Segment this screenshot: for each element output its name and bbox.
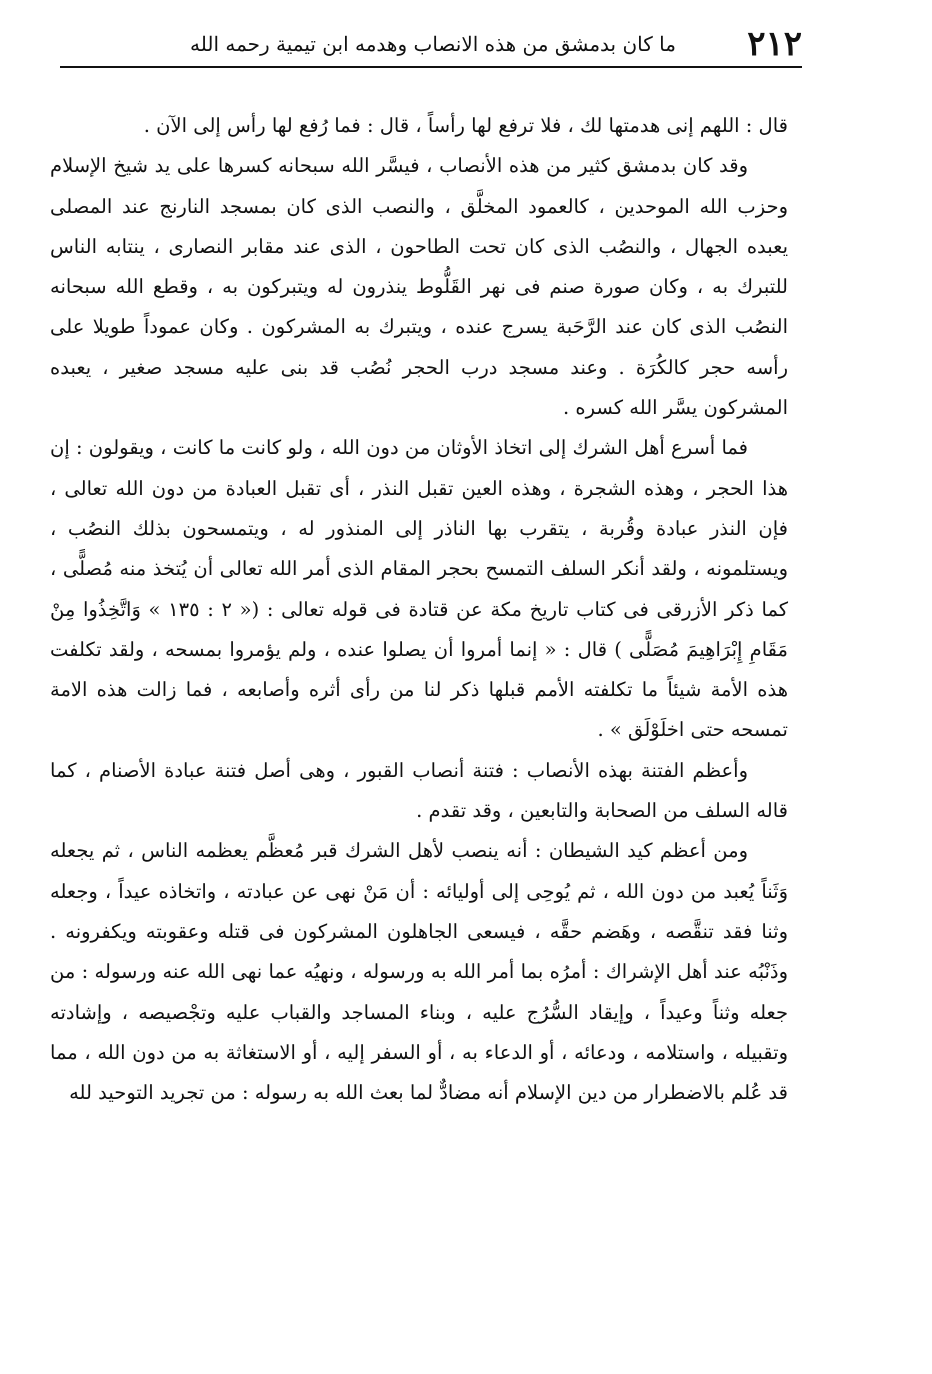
paragraph: قال : اللهم إنى هدمتها لك ، فلا ترفع لها رأساً ، قال : فما رُفع لها رأس إلى الآن . [143,114,788,137]
page-number: ٢١٢ [747,24,802,64]
paragraph: وأعظم الفتنة بهذه الأنصاب : فتنة أنصاب القبور ، وهى أصل فتنة عبادة الأصنام ، كما قاله السلف من الصحابة والتابعين ، وقد تقدم . [50,758,788,823]
paragraph: فما أسرع أهل الشرك إلى اتخاذ الأوثان من دون الله ، ولو كانت ما كانت ، ويقولون : إن هذا الحجر ، وهذه الشجرة ، وهذه العين تقبل النذر ، أى تقبل العبادة من دون الله تعالى ، فإن النذر عبادة وقُربة ، يتقرب بها الناذر إلى المنذور له ، ويتمسحون بذلك النصُب ، ويستلمونه ، ولقد أنكر السلف التمسح بحجر المقام الذى أمر الله تعالى أن يُتخذ منه مُصلًّى ، كما ذكر الأزرقى فى كتاب تاريخ مكة عن قتادة فى قوله تعالى : (« ٢ : ١٣٥ » وَاتَّخِذُوا مِنْ مَقَامِ إِبْرَاهِيمَ مُصَلًّى ) قال : « إنما أمروا أن يصلوا عنده ، ولم يؤمروا بمسحه ، ولقد تكلفت هذه الأمة شيئاً ما تكلفته الأمم قبلها ذكر لنا من رأى أثره وأصابعه ، فما زالت هذه الامة تمسحه حتى اخلَوْلَق » . [50,436,789,742]
running-title: ما كان بدمشق من هذه الانصاب وهدمه ابن تيمية رحمه الله [190,32,676,56]
paragraph: وقد كان بدمشق كثير من هذه الأنصاب ، فيسَّر الله سبحانه كسرها على يد شيخ الإسلام وحزب الله الموحدين ، كالعمود المخلَّق ، والنصب الذى كان بمسجد النارنج عند المصلى يعبده الجهال ، والنصُب الذى كان تحت الطاحون ، الذى عند مقابر النصارى ، ينتابه الناس للتبرك به ، وكان صورة صنم فى نهر القَلُّوط ينذرون له ويتبركون به ، وقطع الله سبحانه النصُب الذى كان عند الرَّحَبة يسرج عنده ، ويتبرك به المشركون . وكان عموداً طويلا على رأسه حجر كالكُرَة . وعند مسجد درب الحجر نُصُب قد بنى عليه مسجد صغير ، يعبده المشركون يسَّر الله كسره . [50,154,788,420]
page-header [60,22,802,68]
body-text [50,106,788,1113]
paragraph: ومن أعظم كيد الشيطان : أنه ينصب لأهل الشرك قبر مُعظَّم يعظمه الناس ، ثم يجعله وَثَناً يُعبد من دون الله ، ثم يُوحِى إلى أوليائه : أن مَنْ نهى عن عبادته ، واتخاذه عيداً ، وجعله وثنا فقد تنقَّصه ، وهَضم حقَّه ، فيسعى الجاهلون المشركون فى قتله وعقوبته ويكفرونه . وذَنْبُه عند أهل الإشراك : أمرُه بما أمر الله به ورسوله ، ونهيُه عما نهى الله عنه ورسوله : من جعله وثناً وعيداً ، وإيقاد السُّرُج عليه ، وبناء المساجد والقباب عليه وتجْصيصه ، وإشادته وتقبيله ، واستلامه ، ودعائه ، أو الدعاء به ، أو السفر إليه ، أو الاستغاثة به من دون الله ، مما قد عُلم بالاضطرار من دين الإسلام أنه مضادٌّ لما بعث الله به رسوله : من تجريد التوحيد لله [50,839,788,1105]
